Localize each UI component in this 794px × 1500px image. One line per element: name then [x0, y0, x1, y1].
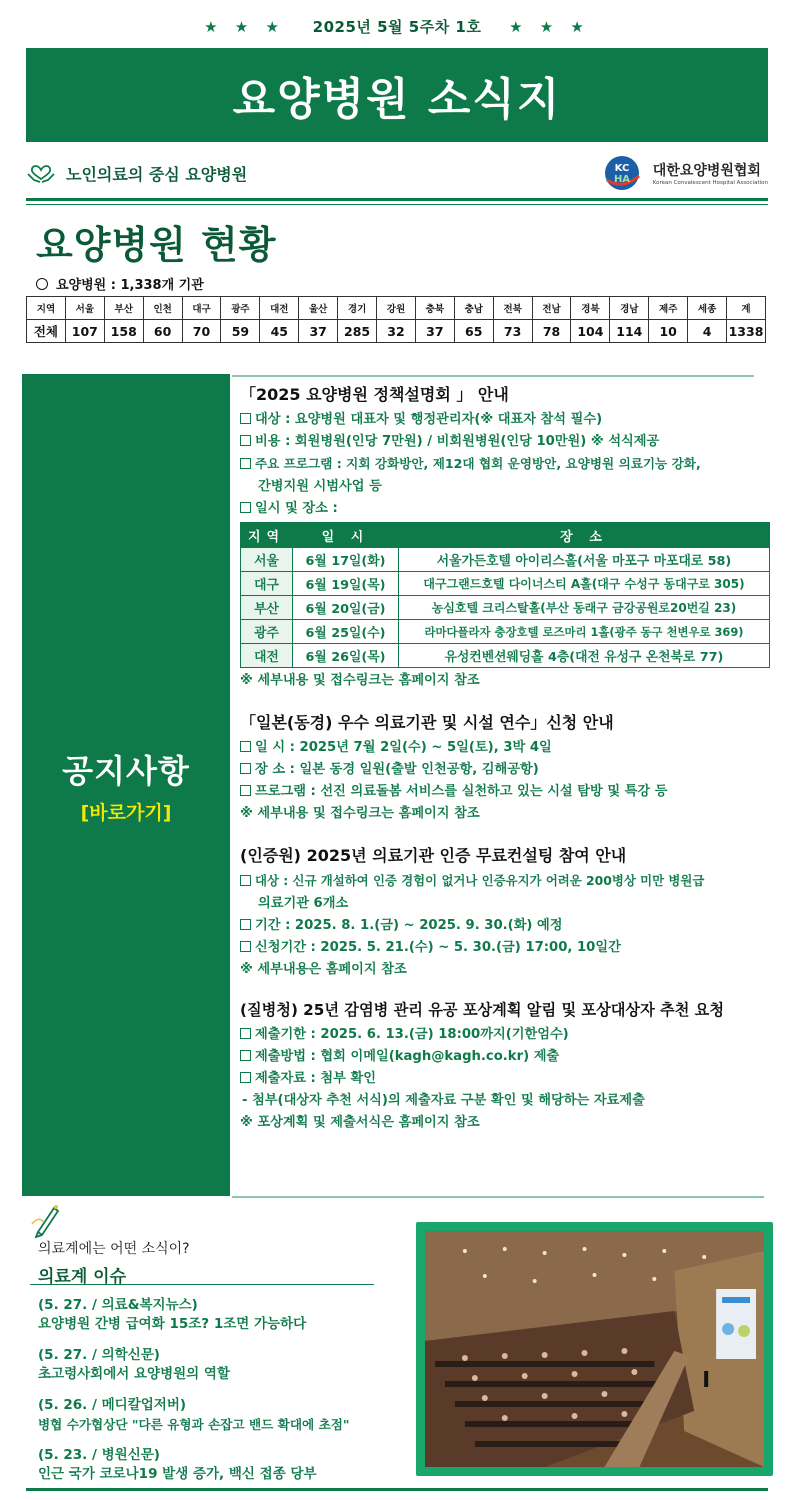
checkbox-bullet-icon	[240, 785, 251, 796]
notice-note: ※ 포상계획 및 제출서식은 홈페이지 참조	[240, 1115, 480, 1130]
schedule-header-date: 일 시	[293, 523, 399, 548]
schedule-row: 대전 6월 26일(목) 유성컨벤션웨딩홀 4층(대전 유성구 온천북로 77)	[241, 644, 770, 668]
svg-text:HA: HA	[613, 174, 630, 185]
checkbox-bullet-icon	[240, 763, 251, 774]
notice-line: 기간 : 2025. 8. 1.(금) ~ 2025. 9. 30.(화) 예정	[240, 915, 780, 937]
region-cell: 전남	[532, 297, 571, 320]
notice-line: 제출기한 : 2025. 6. 13.(금) 18:00까지(기한엄수)	[240, 1024, 780, 1046]
count-cell: 37	[299, 320, 338, 343]
page-title: 요양병원 소식지	[232, 74, 562, 125]
issue-number: 2025년 5월 5주차 1호	[312, 18, 482, 36]
notice-note: ※ 세부내용은 홈페이지 참조	[240, 962, 407, 977]
org-name: 대한요양병원협회	[652, 163, 761, 179]
count-cell: 70	[182, 320, 221, 343]
notice-line: 주요 프로그램 : 지회 강화방안, 제12대 협회 운영방안, 요양병원 의료기능 강화,	[240, 453, 780, 476]
region-cell: 제주	[649, 297, 688, 320]
schedule-row: 서울 6월 17일(화) 서울가든호텔 아이리스홀(서울 마포구 마포대로 58)	[241, 548, 770, 572]
notice-shortcut-link[interactable]: [바로가기]	[80, 801, 172, 824]
section-title: (인증원) 2025년 의료기관 인증 무료컨설팅 참여 안내	[240, 846, 627, 865]
org-name-en: Korean Convalescent Hospital Association	[652, 180, 768, 186]
schedule-header-place: 장 소	[399, 523, 770, 548]
region-values-row	[27, 320, 766, 343]
section-title: (질병청) 25년 감염병 관리 유공 포상계획 알림 및 포상대상자 추천 요청	[240, 1001, 725, 1019]
notice-panel	[22, 374, 230, 1196]
checkbox-bullet-icon	[240, 502, 251, 513]
count-cell: 32	[377, 320, 416, 343]
region-stats-table	[26, 296, 766, 343]
pen-icon	[30, 1202, 64, 1238]
count-cell: 158	[104, 320, 143, 343]
count-cell: 104	[571, 320, 610, 343]
seminar-photo-frame	[416, 1222, 773, 1476]
checkbox-bullet-icon	[240, 458, 251, 469]
region-cell: 부산	[104, 297, 143, 320]
section-title: 「일본(동경) 우수 의료기관 및 시설 연수」신청 안내	[240, 713, 614, 732]
count-cell: 114	[610, 320, 649, 343]
region-cell: 경기	[338, 297, 377, 320]
count-cell: 59	[221, 320, 260, 343]
count-cell: 107	[65, 320, 104, 343]
footer-divider	[26, 1488, 768, 1491]
notice-line: - 첨부(대상자 추천 서식)의 제출자료 구분 확인 및 해당하는 자료제출	[242, 1093, 645, 1108]
checkbox-bullet-icon	[240, 1072, 251, 1083]
news-item[interactable]: (5. 23. / 병원신문) 인근 국가 코로나19 발생 증가, 백신 접종 당부	[38, 1447, 317, 1482]
notice-line: 의료기관 6개소	[258, 896, 349, 911]
helping-hands-icon	[26, 162, 56, 184]
notice-top-divider	[232, 375, 754, 377]
region-cell: 경북	[571, 297, 610, 320]
region-cell: 경남	[610, 297, 649, 320]
status-title: 요양병원 현황	[36, 223, 277, 267]
checkbox-bullet-icon	[240, 741, 251, 752]
region-cell: 울산	[299, 297, 338, 320]
schedule-header-region: 지역	[241, 523, 293, 548]
region-cell: 세종	[688, 297, 727, 320]
notice-line: 대상 : 신규 개설하여 인증 경험이 없거나 인증유지가 어려운 200병상 미만 병원급	[240, 870, 780, 893]
notice-line: 비용 : 회원병원(인당 7만원) / 비회원병원(인당 10만원) ※ 석식제공	[240, 431, 780, 453]
checkbox-bullet-icon	[240, 1028, 251, 1039]
region-cell: 서울	[65, 297, 104, 320]
seminar-photo	[425, 1231, 764, 1467]
checkbox-bullet-icon	[240, 413, 251, 424]
checkbox-bullet-icon	[240, 875, 251, 886]
notice-line: 간병지원 시범사업 등	[258, 479, 382, 494]
schedule-row: 대구 6월 19일(목) 대구그랜드호텔 다이너스티 A홀(대구 수성구 동대구로 305)	[241, 572, 770, 596]
count-cell: 285	[338, 320, 377, 343]
region-cell: 광주	[221, 297, 260, 320]
notice-line: 장 소 : 일본 동경 일원(출발 인천공항, 김해공항)	[240, 759, 780, 781]
count-cell: 73	[493, 320, 532, 343]
news-list	[38, 1296, 418, 1496]
notice-line: 제출방법 : 협회 이메일(kagh@kagh.co.kr) 제출	[240, 1046, 780, 1068]
region-cell: 강원	[377, 297, 416, 320]
region-header-row	[27, 297, 766, 320]
header-divider	[26, 198, 768, 201]
notice-line: 일시 및 장소 :	[240, 498, 780, 520]
news-title: 의료계 이슈	[38, 1267, 127, 1287]
header-divider-thin	[26, 204, 768, 205]
notice-content	[240, 382, 780, 1134]
subheader	[26, 150, 768, 196]
svg-text:KC: KC	[614, 163, 630, 174]
notice-line: 프로그램 : 선진 의료돌봄 서비스를 실천하고 있는 시설 탐방 및 특강 등	[240, 781, 780, 803]
notice-note: ※ 세부내용 및 접수링크는 홈페이지 참조	[240, 673, 480, 688]
region-cell: 충남	[454, 297, 493, 320]
notice-line: 일 시 : 2025년 7월 2일(수) ~ 5일(토), 3박 4일	[240, 737, 780, 759]
tagline-text: 노인의료의 중심 요양병원	[66, 164, 248, 184]
kcha-logo-icon	[601, 154, 647, 192]
news-question: 의료계에는 어떤 소식이?	[38, 1241, 190, 1257]
news-item[interactable]: (5. 27. / 의료&복지뉴스) 요양병원 간병 급여화 15조? 1조면 가능하다	[38, 1297, 307, 1332]
region-cell: 전북	[493, 297, 532, 320]
region-cell: 지역	[27, 297, 66, 320]
count-cell: 4	[688, 320, 727, 343]
news-item[interactable]: (5. 26. / 메디칼업저버) 병협 수가협상단 "다른 유형과 손잡고 밴드 확대에 초점"	[38, 1397, 350, 1432]
schedule-row: 부산 6월 20일(금) 농심호텔 크리스탈홀(부산 동래구 금강공원로20번길 23)	[241, 596, 770, 620]
notice-line: 대상 : 요양병원 대표자 및 행정관리자(※ 대표자 참석 필수)	[240, 409, 780, 431]
count-cell: 1338	[727, 320, 766, 343]
star-icons-right: ★ ★ ★	[509, 18, 590, 36]
count-cell: 60	[143, 320, 182, 343]
schedule-row: 광주 6월 25일(수) 라마다플라자 충장호텔 로즈마리 1홀(광주 동구 천변우로 369)	[241, 620, 770, 644]
region-cell: 대구	[182, 297, 221, 320]
count-cell: 65	[454, 320, 493, 343]
region-cell: 인천	[143, 297, 182, 320]
notice-note: ※ 세부내용 및 접수링크는 홈페이지 참조	[240, 806, 480, 821]
count-cell: 37	[415, 320, 454, 343]
checkbox-bullet-icon	[240, 941, 251, 952]
count-cell: 45	[260, 320, 299, 343]
star-icons-left: ★ ★ ★	[204, 18, 285, 36]
news-divider	[30, 1284, 374, 1285]
count-cell: 10	[649, 320, 688, 343]
org-logo-block[interactable]	[601, 154, 768, 192]
notice-line: 제출자료 : 첨부 확인	[240, 1068, 780, 1090]
region-cell: 계	[727, 297, 766, 320]
region-cell: 대전	[260, 297, 299, 320]
section-title: 「2025 요양병원 정책설명회 」 안내	[240, 385, 509, 404]
news-item[interactable]: (5. 27. / 의학신문) 초고령사회에서 요양병원의 역할	[38, 1347, 230, 1382]
checkbox-bullet-icon	[240, 1050, 251, 1061]
count-cell: 78	[532, 320, 571, 343]
region-cell: 충북	[415, 297, 454, 320]
notice-bottom-divider	[232, 1196, 764, 1198]
checkbox-bullet-icon	[240, 919, 251, 930]
circle-bullet-icon	[36, 278, 48, 290]
issue-line	[0, 16, 794, 37]
count-cell: 전체	[27, 320, 66, 343]
hospital-count: 요양병원 : 1,338개 기관	[36, 274, 204, 293]
notice-line: 신청기간 : 2025. 5. 21.(수) ~ 5. 30.(금) 17:00, 10일간	[240, 937, 780, 959]
tagline	[26, 162, 247, 185]
checkbox-bullet-icon	[240, 435, 251, 446]
seminar-schedule-table	[240, 522, 770, 668]
notice-title: 공지사항	[62, 751, 190, 790]
title-banner	[26, 48, 768, 142]
